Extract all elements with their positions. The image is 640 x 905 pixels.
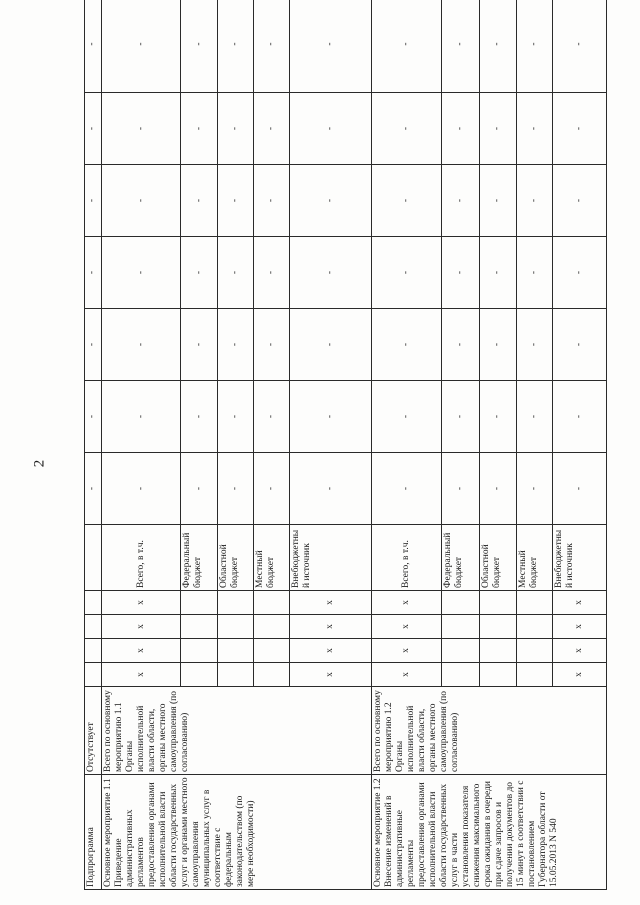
mark-cell bbox=[85, 591, 102, 615]
mark-cell: x bbox=[101, 663, 181, 687]
value-cell: - bbox=[101, 93, 181, 165]
mark-cell bbox=[516, 591, 552, 615]
mark-cell: x bbox=[552, 591, 606, 615]
mark-cell: x bbox=[371, 615, 441, 639]
value-cell: - bbox=[253, 0, 289, 93]
mark-cell bbox=[181, 663, 217, 687]
mark-cell: x bbox=[289, 615, 371, 639]
value-cell: - bbox=[217, 381, 253, 453]
value-cell: - bbox=[516, 453, 552, 525]
mark-cell: x bbox=[371, 663, 441, 687]
table-row bbox=[371, 0, 441, 890]
value-cell: - bbox=[441, 309, 480, 381]
value-cell: - bbox=[552, 381, 606, 453]
mark-cell bbox=[480, 615, 516, 639]
value-cell: - bbox=[85, 93, 102, 165]
value-cell: - bbox=[371, 381, 441, 453]
mark-cell bbox=[441, 663, 480, 687]
mark-cell bbox=[85, 615, 102, 639]
value-cell: - bbox=[441, 381, 480, 453]
funding-source-cell: Областной бюджет bbox=[217, 525, 253, 591]
value-cell: - bbox=[289, 237, 371, 309]
value-cell: - bbox=[253, 165, 289, 237]
value-cell: - bbox=[516, 237, 552, 309]
value-cell: - bbox=[217, 93, 253, 165]
value-cell: - bbox=[85, 309, 102, 381]
value-cell: - bbox=[181, 309, 217, 381]
mark-cell bbox=[217, 591, 253, 615]
mark-cell bbox=[253, 591, 289, 615]
mark-cell bbox=[516, 639, 552, 663]
value-cell: - bbox=[516, 165, 552, 237]
funding-source-cell: Федеральный бюджет bbox=[181, 525, 217, 591]
value-cell: - bbox=[552, 453, 606, 525]
value-cell: - bbox=[371, 309, 441, 381]
value-cell: - bbox=[181, 93, 217, 165]
value-cell: - bbox=[181, 0, 217, 93]
measure-name-cell: Основное мероприятие 1.2 Внесение изменений в административные регламенты предоставления органами исполнительной власти области государственных услуг в части установления показателя снижения максимального срока ожидания в очереди при сдаче запросов и получении документов до 15 минут в соответствии с постановлением Губернатора области от 15.05.2013 N 540 bbox=[371, 775, 606, 890]
value-cell: - bbox=[441, 93, 480, 165]
funding-source-cell: Всего, в т.ч. bbox=[101, 525, 181, 591]
value-cell: - bbox=[101, 165, 181, 237]
value-cell: - bbox=[480, 93, 516, 165]
mark-cell bbox=[181, 639, 217, 663]
value-cell: - bbox=[289, 165, 371, 237]
value-cell: - bbox=[516, 93, 552, 165]
value-cell: - bbox=[371, 165, 441, 237]
value-cell: - bbox=[371, 453, 441, 525]
value-cell: - bbox=[441, 165, 480, 237]
mark-cell: x bbox=[289, 591, 371, 615]
value-cell: - bbox=[371, 237, 441, 309]
value-cell: - bbox=[480, 0, 516, 93]
value-cell: - bbox=[480, 309, 516, 381]
value-cell: - bbox=[253, 381, 289, 453]
mark-cell: x bbox=[101, 639, 181, 663]
value-cell: - bbox=[85, 0, 102, 93]
value-cell: - bbox=[289, 381, 371, 453]
value-cell: - bbox=[480, 165, 516, 237]
mark-cell: x bbox=[371, 591, 441, 615]
funding-source-cell: Областной бюджет bbox=[480, 525, 516, 591]
value-cell: - bbox=[85, 237, 102, 309]
value-cell: - bbox=[101, 0, 181, 93]
value-cell: - bbox=[253, 237, 289, 309]
value-cell: - bbox=[441, 237, 480, 309]
mark-cell: x bbox=[101, 615, 181, 639]
value-cell: - bbox=[289, 309, 371, 381]
funding-source-cell: Федеральный бюджет bbox=[441, 525, 480, 591]
mark-cell bbox=[441, 615, 480, 639]
mark-cell: x bbox=[289, 663, 371, 687]
value-cell: - bbox=[480, 237, 516, 309]
value-cell: - bbox=[85, 381, 102, 453]
value-cell: - bbox=[85, 165, 102, 237]
mark-cell bbox=[480, 639, 516, 663]
mark-cell: x bbox=[371, 639, 441, 663]
value-cell: - bbox=[217, 237, 253, 309]
value-cell: - bbox=[552, 0, 606, 93]
value-cell: - bbox=[181, 237, 217, 309]
funding-source-cell bbox=[85, 525, 102, 591]
mark-cell bbox=[85, 639, 102, 663]
value-cell: - bbox=[289, 453, 371, 525]
mark-cell bbox=[516, 615, 552, 639]
mark-cell: x bbox=[552, 663, 606, 687]
value-cell: - bbox=[552, 309, 606, 381]
value-cell: - bbox=[552, 93, 606, 165]
value-cell: - bbox=[441, 453, 480, 525]
mark-cell: x bbox=[289, 639, 371, 663]
mark-cell: x bbox=[101, 591, 181, 615]
executor-cell: Всего по основному мероприятию 1.1 Органы исполнительной власти области, органы местного самоуправления (по согласованию) bbox=[101, 687, 371, 775]
value-cell: - bbox=[101, 237, 181, 309]
value-cell: - bbox=[85, 453, 102, 525]
measure-name-cell: Основное мероприятие 1.1 Приведение административных регламентов предоставления органами исполнительной власти области государственных услуг и органами местного самоуправления муниципальных услуг в соответствие с федеральным законодательством (по мере необходимости) bbox=[101, 775, 371, 890]
mark-cell bbox=[480, 591, 516, 615]
mark-cell: x bbox=[552, 639, 606, 663]
value-cell: - bbox=[480, 453, 516, 525]
value-cell: - bbox=[217, 309, 253, 381]
table-row bbox=[101, 0, 181, 890]
value-cell: - bbox=[371, 0, 441, 93]
mark-cell bbox=[253, 663, 289, 687]
mark-cell bbox=[441, 639, 480, 663]
funding-source-cell: Внебюджетный источник bbox=[289, 525, 371, 591]
mark-cell: x bbox=[552, 615, 606, 639]
table-row bbox=[85, 0, 102, 890]
budget-table-container bbox=[84, 20, 607, 890]
mark-cell bbox=[516, 663, 552, 687]
table-body bbox=[85, 0, 607, 890]
value-cell: - bbox=[217, 453, 253, 525]
executor-cell: Отсутствует bbox=[85, 687, 102, 775]
value-cell: - bbox=[552, 237, 606, 309]
mark-cell bbox=[181, 591, 217, 615]
value-cell: - bbox=[552, 165, 606, 237]
mark-cell bbox=[85, 663, 102, 687]
value-cell: - bbox=[289, 93, 371, 165]
value-cell: - bbox=[371, 93, 441, 165]
mark-cell bbox=[217, 639, 253, 663]
value-cell: - bbox=[516, 381, 552, 453]
value-cell: - bbox=[101, 453, 181, 525]
mark-cell bbox=[217, 663, 253, 687]
value-cell: - bbox=[253, 93, 289, 165]
funding-source-cell: Местный бюджет bbox=[516, 525, 552, 591]
mark-cell bbox=[253, 639, 289, 663]
funding-source-cell: Внебюджетный источник bbox=[552, 525, 606, 591]
value-cell: - bbox=[181, 453, 217, 525]
value-cell: - bbox=[181, 165, 217, 237]
value-cell: - bbox=[480, 381, 516, 453]
value-cell: - bbox=[441, 0, 480, 93]
mark-cell bbox=[181, 615, 217, 639]
mark-cell bbox=[441, 591, 480, 615]
executor-cell: Всего по основному мероприятию 1.2 Органы исполнительной власти области, органы местного самоуправления (по согласованию) bbox=[371, 687, 606, 775]
mark-cell bbox=[217, 615, 253, 639]
value-cell: - bbox=[289, 0, 371, 93]
funding-source-cell: Местный бюджет bbox=[253, 525, 289, 591]
value-cell: - bbox=[217, 165, 253, 237]
page-number: 2 bbox=[31, 459, 48, 468]
value-cell: - bbox=[253, 309, 289, 381]
value-cell: - bbox=[101, 381, 181, 453]
value-cell: - bbox=[217, 0, 253, 93]
mark-cell bbox=[480, 663, 516, 687]
mark-cell bbox=[253, 615, 289, 639]
value-cell: - bbox=[101, 309, 181, 381]
budget-table bbox=[84, 0, 607, 890]
measure-name-cell: Подпрограмма bbox=[85, 775, 102, 890]
value-cell: - bbox=[516, 0, 552, 93]
value-cell: - bbox=[181, 381, 217, 453]
value-cell: - bbox=[253, 453, 289, 525]
funding-source-cell: Всего, в т.ч. bbox=[371, 525, 441, 591]
value-cell: - bbox=[516, 309, 552, 381]
